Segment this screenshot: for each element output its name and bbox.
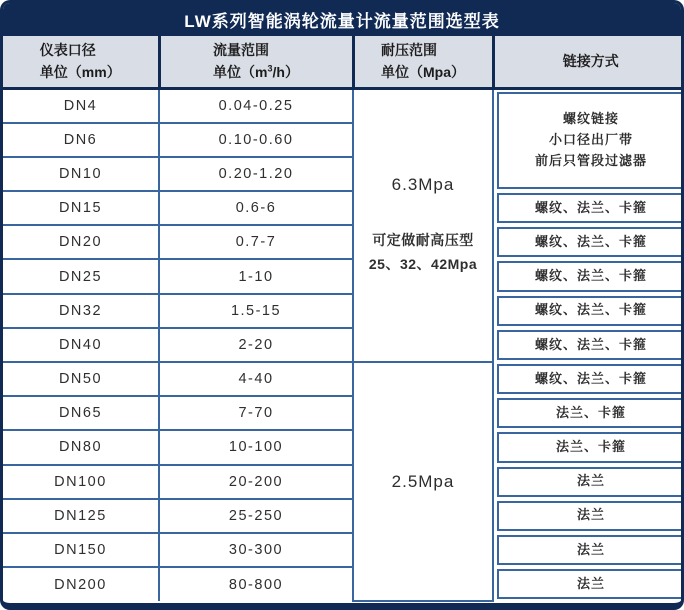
connection-cell xyxy=(493,465,684,499)
flow-range-cell: 20-200 xyxy=(159,465,353,499)
connection-cell xyxy=(493,430,684,464)
header-pressure-line2: 单位（Mpa） xyxy=(381,63,465,80)
connection-text: 螺纹、法兰、卡箍 xyxy=(497,193,684,223)
connection-line: 小口径出厂带 xyxy=(548,132,633,148)
pressure-value: 2.5Mpa xyxy=(391,471,455,491)
pressure-note xyxy=(354,229,492,275)
table-row-dn25 xyxy=(3,259,684,293)
table-row-dn80 xyxy=(3,430,684,464)
connection-text: 法兰 xyxy=(497,535,684,565)
header-flow-range xyxy=(159,36,353,89)
connection-cell xyxy=(493,328,684,362)
table-row-dn32 xyxy=(3,294,684,328)
diameter-cell: DN150 xyxy=(3,533,159,567)
table-row-dn50 xyxy=(3,362,684,396)
table-row-dn4 xyxy=(3,89,684,123)
selection-table xyxy=(3,36,684,602)
connection-line: 螺纹链接 xyxy=(562,111,619,127)
connection-text: 法兰、卡箍 xyxy=(497,432,684,462)
header-pressure-line1: 耐压范围 xyxy=(381,41,437,58)
diameter-cell: DN65 xyxy=(3,396,159,430)
connection-cell xyxy=(493,259,684,293)
connection-cell xyxy=(493,225,684,259)
header-diameter-line2: 单位（mm） xyxy=(39,63,121,80)
diameter-cell: DN50 xyxy=(3,362,159,396)
superscript-3: 3 xyxy=(267,62,273,73)
table-row-dn150 xyxy=(3,533,684,567)
flow-range-cell: 1.5-15 xyxy=(159,294,353,328)
diameter-cell: DN125 xyxy=(3,499,159,533)
connection-text: 法兰、卡箍 xyxy=(497,398,684,428)
connection-cell xyxy=(493,294,684,328)
flow-range-cell: 2-20 xyxy=(159,328,353,362)
header-flow-range-line2: 单位$(m^3/h)$ xyxy=(213,62,299,80)
connection-text: 螺纹、法兰、卡箍 xyxy=(497,296,684,326)
diameter-cell: DN10 xyxy=(3,157,159,191)
diameter-cell: DN40 xyxy=(3,328,159,362)
header-connection xyxy=(493,36,684,89)
connection-cell xyxy=(493,533,684,567)
connection-text: 螺纹、法兰、卡箍 xyxy=(497,227,684,257)
flow-range-cell: 0.20-1.20 xyxy=(159,157,353,191)
table-row-dn15 xyxy=(3,191,684,225)
connection-cell xyxy=(493,567,684,601)
flow-range-cell: 4-40 xyxy=(159,362,353,396)
table-row-dn125 xyxy=(3,499,684,533)
diameter-cell: DN25 xyxy=(3,259,159,293)
table-title: LW系列智能涡轮流量计流量范围选型表 xyxy=(3,3,681,36)
connection-text: 螺纹、法兰、卡箍 xyxy=(497,330,684,360)
flow-range-cell: 0.6-6 xyxy=(159,191,353,225)
diameter-cell: DN80 xyxy=(3,430,159,464)
table-row-dn200 xyxy=(3,567,684,601)
header-diameter xyxy=(3,36,159,89)
connection-text: 法兰 xyxy=(497,569,684,599)
diameter-cell: DN32 xyxy=(3,294,159,328)
pressure-cell xyxy=(353,89,493,363)
flow-range-cell: 10-100 xyxy=(159,430,353,464)
pressure-note-line: 25、32、42Mpa xyxy=(368,255,478,272)
table-row-dn20 xyxy=(3,225,684,259)
diameter-cell: DN20 xyxy=(3,225,159,259)
flow-range-cell: 25-250 xyxy=(159,499,353,533)
pressure-value: 6.3Mpa xyxy=(391,175,455,195)
diameter-cell: DN4 xyxy=(3,89,159,123)
diameter-cell: DN6 xyxy=(3,123,159,157)
flow-range-cell: 0.10-0.60 xyxy=(159,123,353,157)
flow-range-cell: 1-10 xyxy=(159,259,353,293)
connection-line: 前后只管段过滤器 xyxy=(534,152,647,168)
connection-cell-merged xyxy=(493,89,684,192)
connection-cell xyxy=(493,362,684,396)
flow-range-cell: 7-70 xyxy=(159,396,353,430)
connection-text: 法兰 xyxy=(497,467,684,497)
pressure-cell xyxy=(353,362,493,601)
flow-range-cell: 80-800 xyxy=(159,567,353,601)
header-pressure xyxy=(353,36,493,89)
table-header xyxy=(3,36,684,89)
header-row xyxy=(3,36,684,89)
pressure-note-line: 可定做耐高压型 xyxy=(372,232,474,249)
header-connection-line1: 链接方式 xyxy=(562,52,619,69)
connection-cell xyxy=(493,396,684,430)
connection-text: 螺纹、法兰、卡箍 xyxy=(497,261,684,291)
connection-cell xyxy=(493,191,684,225)
connection-text: 法兰 xyxy=(497,501,684,531)
table-body xyxy=(3,89,684,602)
diameter-cell: DN200 xyxy=(3,567,159,601)
connection-cell xyxy=(493,499,684,533)
header-diameter-line1: 仪表口径 xyxy=(39,41,96,58)
diameter-cell: DN100 xyxy=(3,465,159,499)
flow-range-cell: 0.04-0.25 xyxy=(159,89,353,123)
connection-text xyxy=(497,92,684,189)
table-row-dn65 xyxy=(3,396,684,430)
table-row-dn40 xyxy=(3,328,684,362)
flow-range-cell: 30-300 xyxy=(159,533,353,567)
diameter-cell: DN15 xyxy=(3,191,159,225)
connection-text: 螺纹、法兰、卡箍 xyxy=(497,364,684,394)
table-row-dn100 xyxy=(3,465,684,499)
header-flow-range-line1: 流量范围 xyxy=(213,41,270,58)
flow-range-cell: 0.7-7 xyxy=(159,225,353,259)
